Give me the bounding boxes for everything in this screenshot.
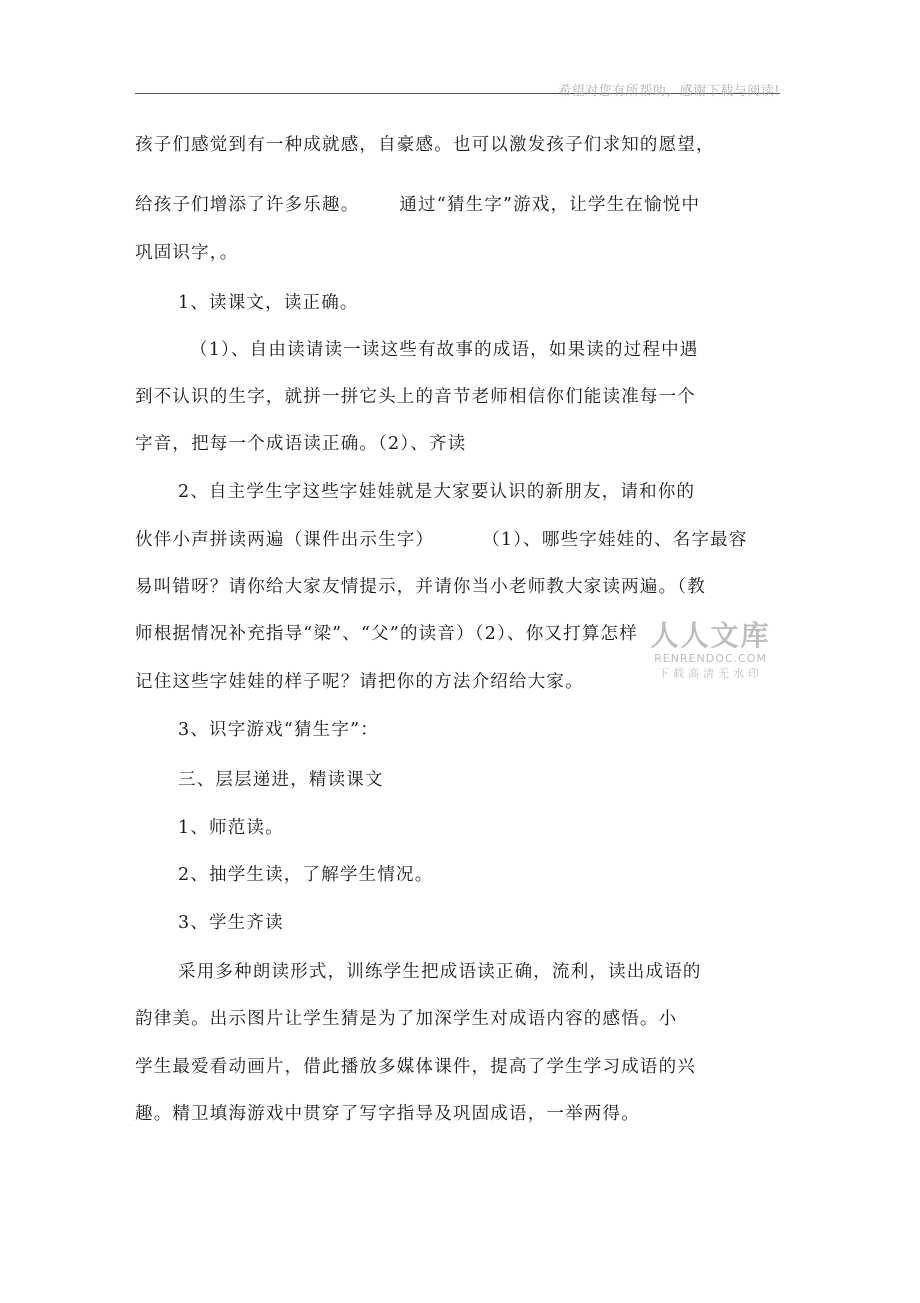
text-segment: 通过“猜生字”游戏，让学生在愉悦中 xyxy=(399,195,701,215)
paragraph-line: 1、读课文，读正确。 xyxy=(178,293,359,313)
paragraph-line: 到不认识的生字，就拼一拼它头上的音节老师相信你们能读准每一个 xyxy=(135,387,696,407)
paragraph-line: 2、自主学生字这些字娃娃就是大家要认识的新朋友，请和你的 xyxy=(178,482,696,502)
header-note: 希望对您有所帮助，感谢下载与阅读! xyxy=(558,84,780,99)
paragraph-line: 孩子们感觉到有一种成就感，自豪感。也可以激发孩子们求知的愿望， xyxy=(135,135,715,155)
text-segment: 给孩子们增添了许多乐趣。 xyxy=(135,195,360,215)
paragraph-line: 3、学生齐读 xyxy=(178,913,284,933)
paragraph-line xyxy=(135,191,700,216)
paragraph-line: 采用多种朗读形式，训练学生把成语读正确，流利，读出成语的 xyxy=(178,962,702,982)
text-segment: （1）、哪些字娃娃的、名字最容 xyxy=(482,530,748,550)
paragraph-line: 1、师范读。 xyxy=(178,818,284,838)
watermark-domain: RENRENDOC.COM xyxy=(654,652,767,665)
paragraph-line: 字音，把每一个成语读正确。（2）、齐读 xyxy=(135,434,467,454)
paragraph-line: 韵律美。出示图片让学生猜是为了加深学生对成语内容的感悟。小 xyxy=(135,1009,678,1029)
paragraph-line xyxy=(135,526,748,551)
paragraph-line: 师根据情况补充指导“梁”、“父”的读音）（2）、你又打算怎样 xyxy=(135,624,638,644)
paragraph-line: 3、识字游戏“猜生字”： xyxy=(178,720,379,740)
paragraph-line: 趣。精卫填海游戏中贯穿了写字指导及巩固成语，一举两得。 xyxy=(135,1104,640,1124)
section-heading: 三、层层递进，精读课文 xyxy=(178,770,384,790)
text-segment: 伙伴小声拼读两遍（课件出示生字） xyxy=(135,530,435,550)
watermark-title: 人人文库 xyxy=(650,619,771,652)
watermark-subtitle: 下载高清无水印 xyxy=(658,667,763,680)
paragraph-line: 易叫错呀？请你给大家友情提示，并请你当小老师教大家读两遍。（教 xyxy=(135,577,706,597)
paragraph-line: 巩固识字，。 xyxy=(135,243,239,263)
paragraph-line: 记住这些字娃娃的样子呢？请把你的方法介绍给大家。 xyxy=(135,672,584,692)
paragraph-line: 2、抽学生读，了解学生情况。 xyxy=(178,865,434,885)
paragraph-line: 学生最爱看动画片，借此播放多媒体课件，提高了学生学习成语的兴 xyxy=(135,1057,696,1077)
watermark-logo xyxy=(648,620,773,682)
paragraph-line: （1）、自由读请读一读这些有故事的成语，如果读的过程中遇 xyxy=(190,340,699,360)
